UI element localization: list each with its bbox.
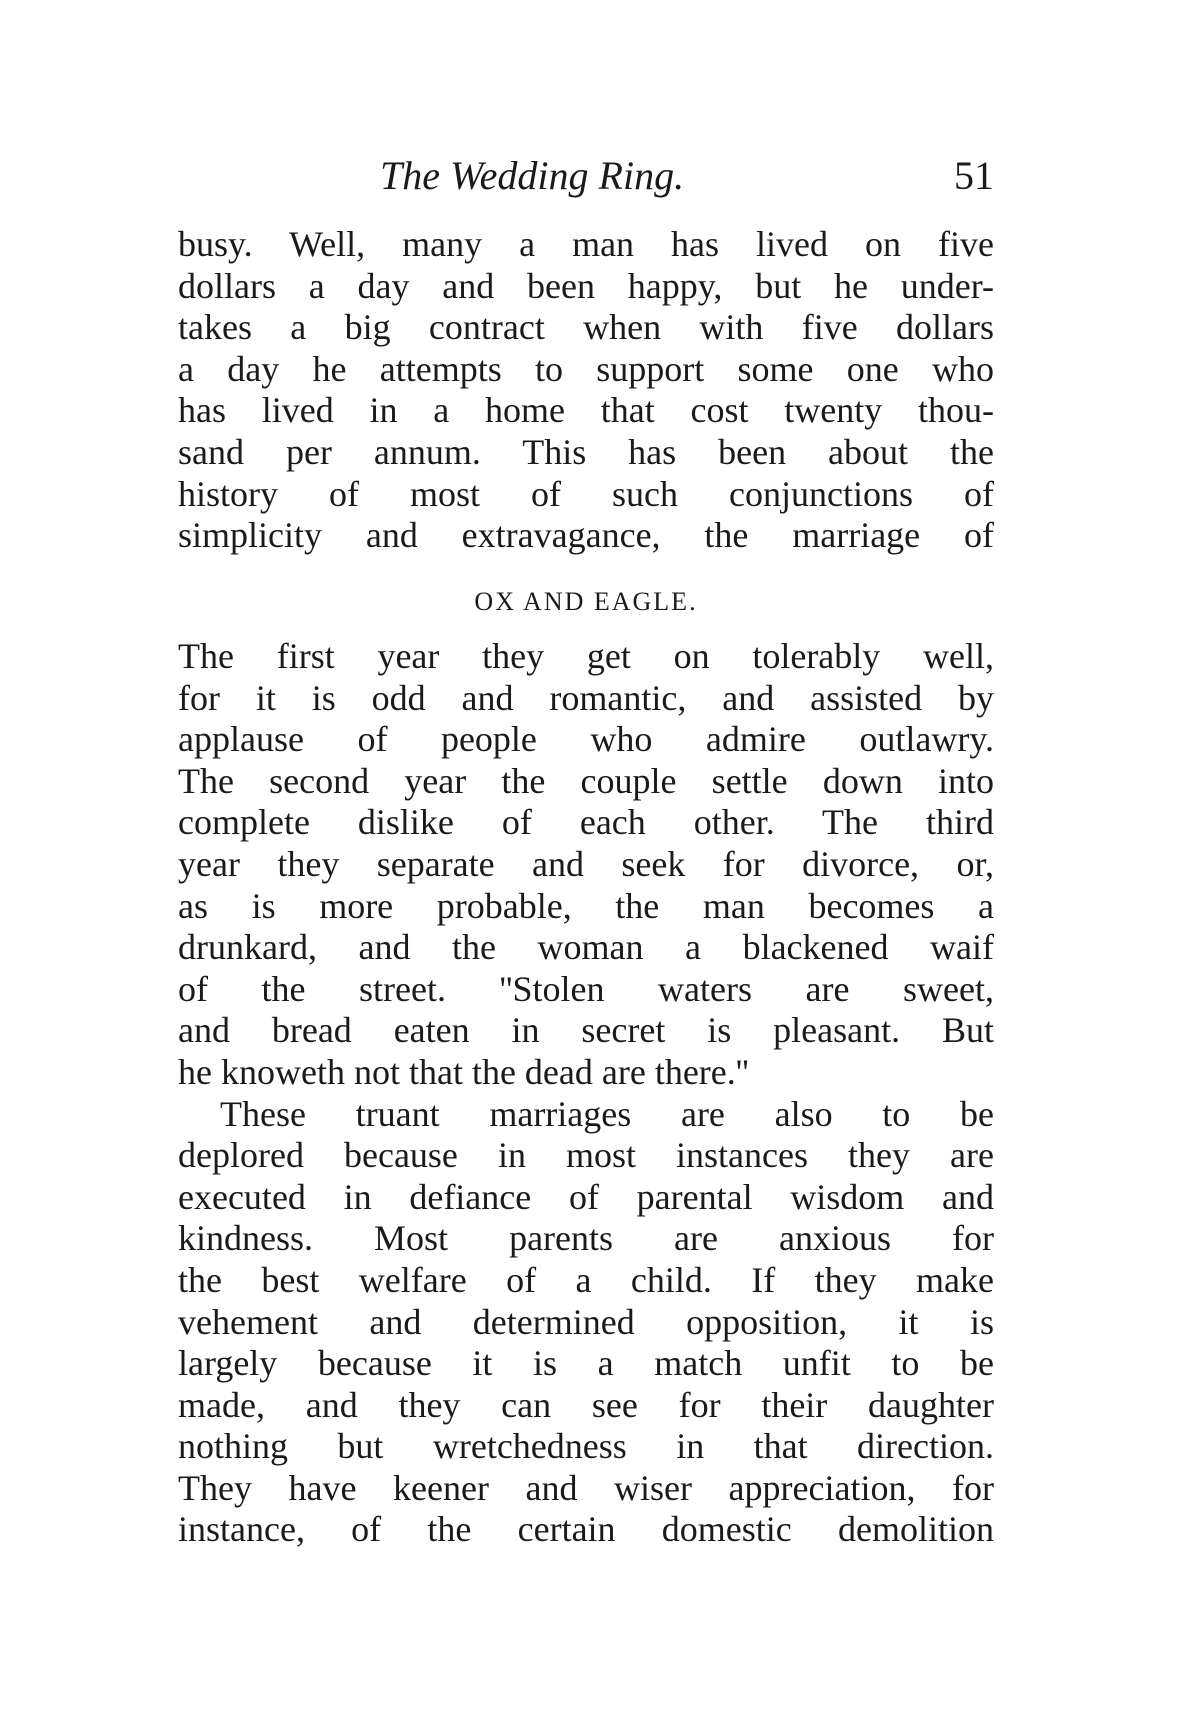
text-line: deplored because in most instances they are <box>178 1135 994 1176</box>
text-line: The second year the couple settle down into <box>178 760 994 801</box>
text-line: kindness. Most parents are anxious for <box>178 1218 994 1259</box>
body-block-2 <box>178 636 994 1551</box>
text-line: busy. Well, many a man has lived on five <box>178 224 994 264</box>
text-line: largely because it is a match unfit to be <box>178 1343 994 1384</box>
text-line: simplicity and extravagance, the marriage of <box>178 515 994 556</box>
text-line: a day he attempts to support some one who <box>178 348 994 389</box>
text-line: takes a big contract when with five dollars <box>178 307 994 348</box>
text-line: for it is odd and romantic, and assisted by <box>178 677 994 718</box>
text-line: nothing but wretchedness in that direction. <box>178 1426 994 1467</box>
text-line: history of most of such conjunctions of <box>178 473 994 514</box>
paragraph-3 <box>178 1094 994 1552</box>
page-number: 51 <box>954 153 994 198</box>
text-line: the best welfare of a child. If they make <box>178 1259 994 1300</box>
running-title: The Wedding Ring. <box>380 153 685 198</box>
text-line: sand per annum. This has been about the <box>178 431 994 472</box>
text-line: The first year they get on tolerably well, <box>178 636 994 676</box>
text-line: dollars a day and been happy, but he under- <box>178 265 994 306</box>
text-line: They have keener and wiser appreciation, for <box>178 1467 994 1508</box>
text-line: applause of people who admire outlawry. <box>178 719 994 760</box>
text-line: year they separate and seek for divorce, or, <box>178 843 994 884</box>
text-line: made, and they can see for their daughter <box>178 1384 994 1425</box>
text-line: has lived in a home that cost twenty thou- <box>178 390 994 431</box>
text-line: as is more probable, the man becomes a <box>178 885 994 926</box>
text-line: instance, of the certain domestic demolition <box>178 1509 994 1550</box>
text-line: drunkard, and the woman a blackened waif <box>178 927 994 968</box>
paragraph-2 <box>178 636 994 1094</box>
section-subhead: OX AND EAGLE. <box>474 587 698 616</box>
text-line: These truant marriages are also to be <box>220 1093 994 1134</box>
text-line: executed in defiance of parental wisdom and <box>178 1176 994 1217</box>
text-line: complete dislike of each other. The third <box>178 802 994 843</box>
text-line: and bread eaten in secret is pleasant. But <box>178 1010 994 1051</box>
paragraph-1 <box>178 224 994 557</box>
text-line: of the street. ''Stolen waters are sweet, <box>178 968 994 1009</box>
text-line: he knoweth not that the dead are there.'' <box>178 1051 749 1092</box>
text-line: vehement and determined opposition, it is <box>178 1301 994 1342</box>
page-header <box>178 152 994 212</box>
